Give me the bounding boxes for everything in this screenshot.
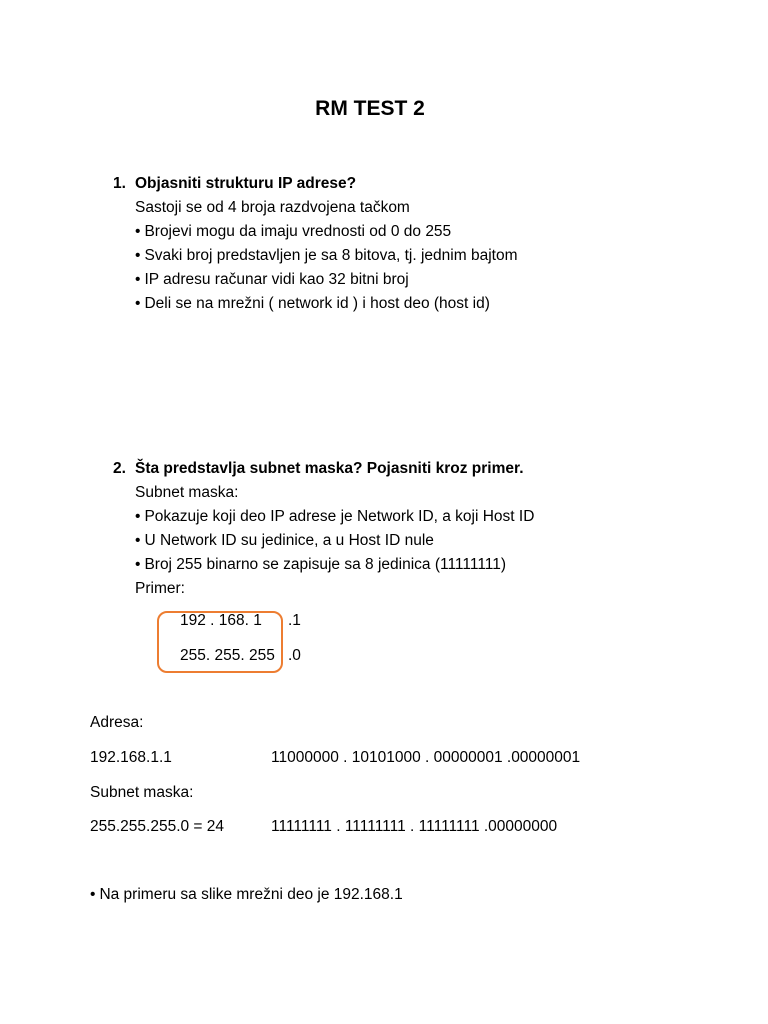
bullet-item [135,292,733,316]
bullet-icon: • [135,223,141,240]
bullet-item [135,505,733,529]
answer-line: Sastoji se od 4 broja razdvojena tačkom [135,199,410,216]
bullet-text: Brojevi mogu da imaju vrednosti od 0 do 255 [144,223,452,240]
address-row [90,749,581,767]
bullet-icon: • [90,886,96,903]
bullet-text: U Network ID su jedinice, a u Host ID nule [144,532,434,549]
bullet-icon: • [135,556,141,573]
note-bullet-item [90,886,403,904]
bullet-text: Pokazuje koji deo IP adrese je Network ID, a koji Host ID [144,508,535,525]
address-value: 192.168.1.1 [90,749,172,766]
example-host-part: .1 [288,612,301,629]
question-1 [113,172,733,316]
mask-value: 255.255.255.0 = 24 [90,818,225,835]
answer-line: Subnet maska: [135,484,239,501]
question-title: Objasniti strukturu IP adrese? [135,175,357,192]
bullet-icon: • [135,247,141,264]
question-body [135,457,733,601]
question-number: 1. [113,175,126,192]
note-text: Na primeru sa slike mrežni deo je 192.168.1 [99,886,403,903]
bullet-item [135,553,733,577]
question-body [135,172,733,316]
bullet-icon: • [135,271,141,288]
question-2 [113,457,733,601]
example-network-part: 192 . 168. 1 [180,612,262,629]
mask-row [90,818,558,836]
question-title: Šta predstavlja subnet maska? Pojasniti kroz primer. [135,460,524,477]
mask-binary: 11111111 . 11111111 . 11111111 .00000000 [271,818,558,835]
bullet-item [135,529,733,553]
example-mask-network-part: 255. 255. 255 [180,647,275,664]
bullet-text: Deli se na mrežni ( network id ) i host deo (host id) [144,295,490,312]
mask-label: Subnet maska: [90,784,194,801]
bullet-item [135,220,733,244]
bullet-icon: • [135,508,141,525]
bullet-icon: • [135,532,141,549]
bullet-icon: • [135,295,141,312]
bullet-item [135,268,733,292]
address-label: Adresa: [90,714,144,731]
example-mask-host-part: .0 [288,647,301,664]
answer-line: Primer: [135,580,185,597]
bullet-item [135,244,733,268]
address-binary: 11000000 . 10101000 . 00000001 .00000001 [271,749,581,766]
bullet-text: Svaki broj predstavljen je sa 8 bitova, tj. jednim bajtom [144,247,518,264]
bullet-text: IP adresu računar vidi kao 32 bitni broj [144,271,409,288]
document-title: RM TEST 2 [315,97,425,120]
question-number: 2. [113,460,126,477]
bullet-text: Broj 255 binarno se zapisuje sa 8 jedinica (11111111) [144,556,507,573]
